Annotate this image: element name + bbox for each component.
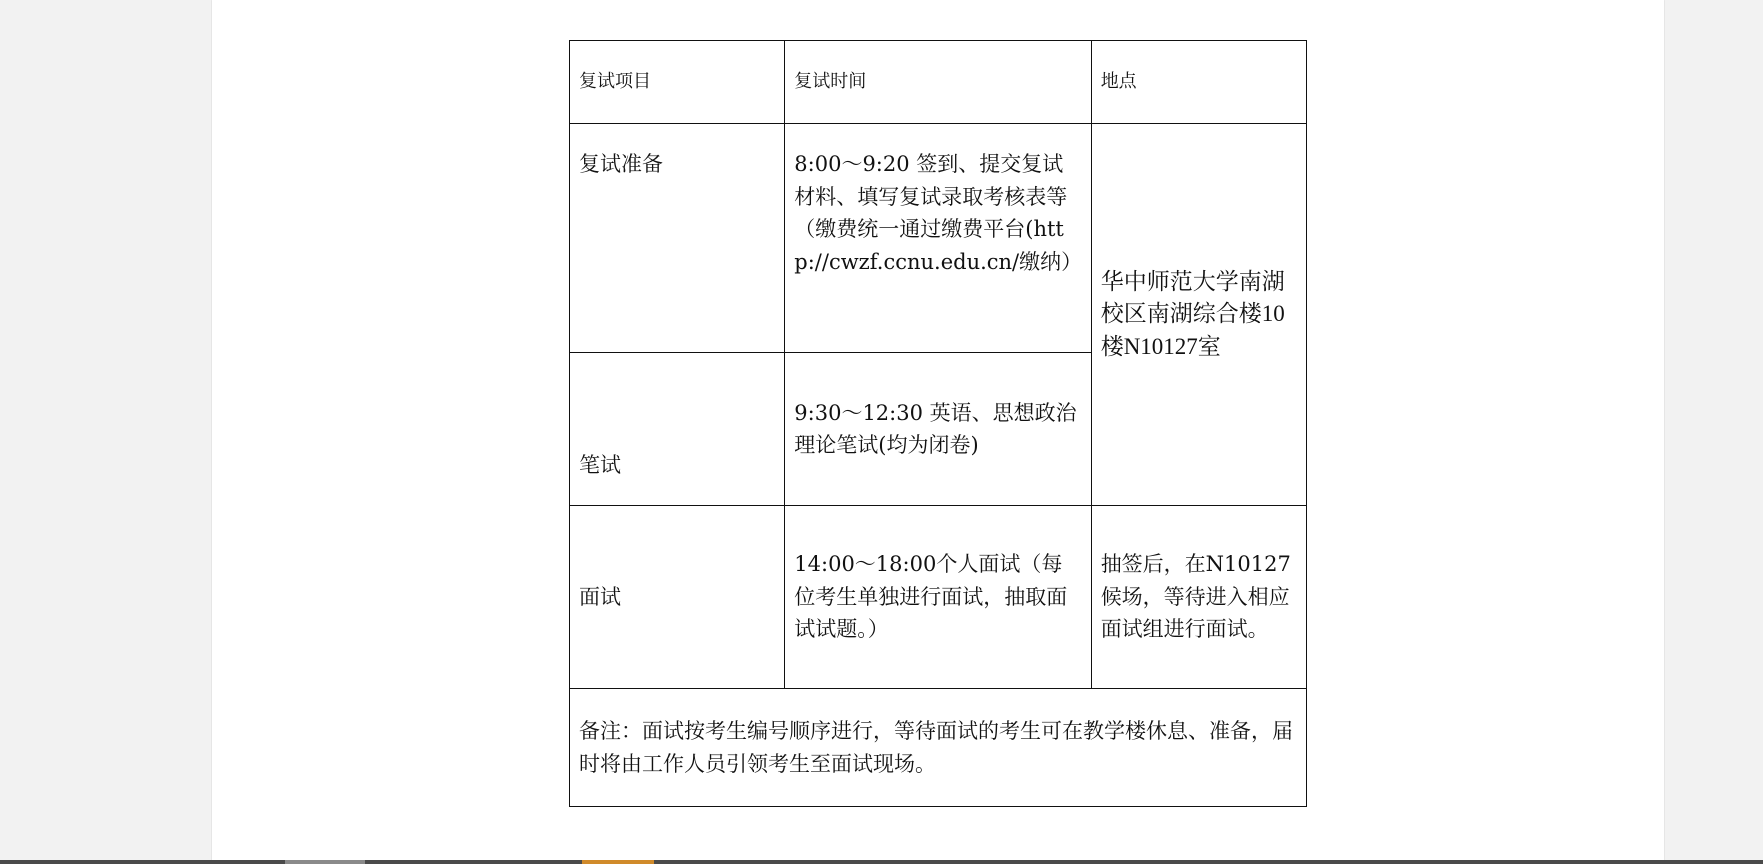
row-interview-location: 抽签后，在N10127候场，等待进入相应面试组进行面试。 [1091, 506, 1306, 689]
row-interview-item: 面试 [570, 506, 785, 689]
table-row [570, 124, 1307, 353]
table-row [570, 506, 1307, 689]
strip-segment [285, 860, 365, 864]
shared-location-cell: 华中师范大学南湖校区南湖综合楼10楼N10127室 [1091, 124, 1306, 506]
header-time: 复试时间 [785, 41, 1091, 124]
strip-highlight [582, 860, 654, 864]
schedule-table [569, 40, 1307, 807]
note-cell: 备注：面试按考生编号顺序进行，等待面试的考生可在教学楼休息、准备，届时将由工作人员引领考生至面试现场。 [570, 689, 1307, 807]
row-written-test-item: 笔试 [570, 353, 785, 506]
header-location: 地点 [1091, 41, 1306, 124]
row-preparation-time: 8:00～9:20 签到、提交复试材料、填写复试录取考核表等（缴费统一通过缴费平台(http://cwzf.ccnu.edu.cn/缴纳） [785, 124, 1091, 353]
row-written-test-time: 9:30～12:30 英语、思想政治理论笔试(均为闭卷) [785, 353, 1091, 506]
bottom-scroll-strip [0, 860, 1763, 864]
table-row [570, 689, 1307, 807]
header-item: 复试项目 [570, 41, 785, 124]
row-interview-time: 14:00～18:00个人面试（每位考生单独进行面试，抽取面试试题。） [785, 506, 1091, 689]
table-header-row [570, 41, 1307, 124]
row-preparation-item: 复试准备 [570, 124, 785, 353]
